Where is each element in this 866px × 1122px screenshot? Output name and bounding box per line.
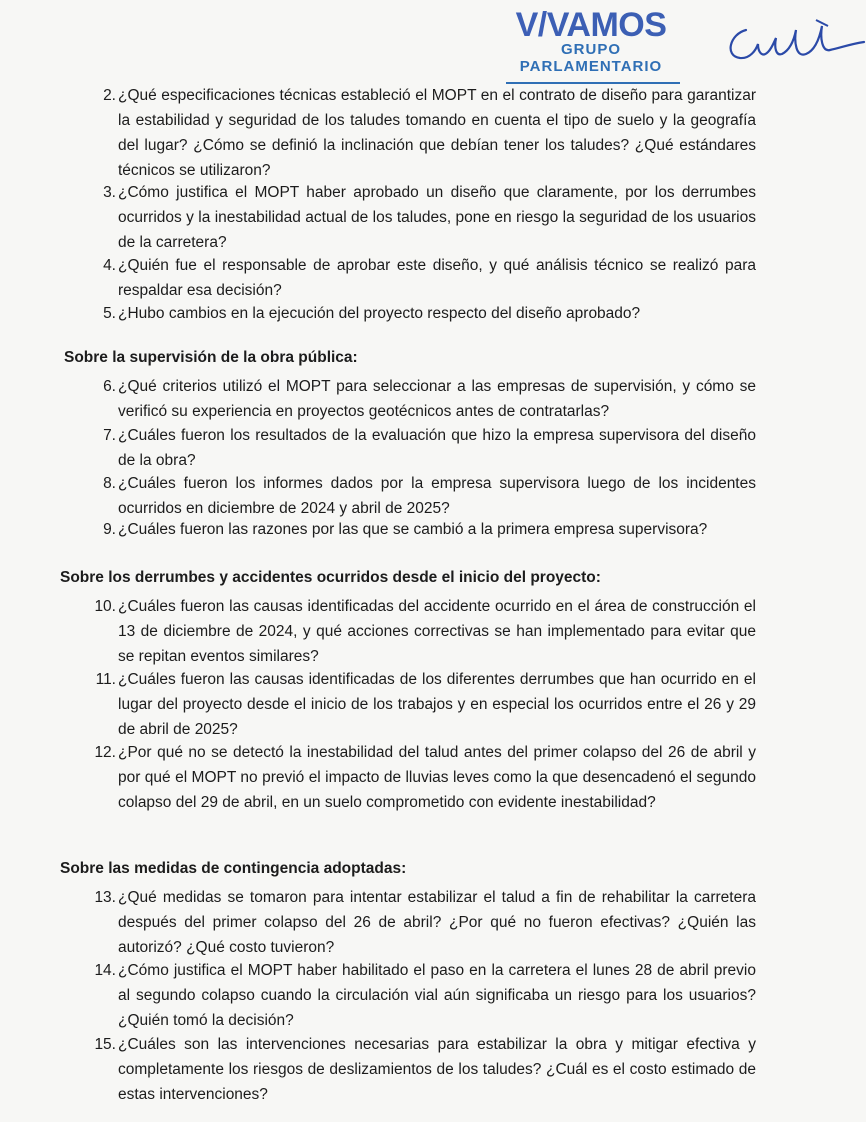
question-text: ¿Cuáles son las intervenciones necesarias para estabilizar la obra y mitigar efectiva y completamente los riesgos de deslizamientos de los taludes? ¿Cuál es el costo estimado de estas intervenciones?: [118, 1036, 756, 1103]
question-item: [80, 740, 756, 840]
question-text: ¿Cómo justifica el MOPT haber aprobado un diseño que claramente, por los derrumbes ocurridos y la inestabilidad actual de los taludes, pone en riesgo la seguridad de los usuarios de la carretera?: [118, 184, 756, 251]
question-text: ¿Cuáles fueron las causas identificadas del accidente ocurrido en el área de construcción el 13 de diciembre de 2024, y qué acciones correctivas se han implementado para evitar que se repitan eventos similares?: [118, 598, 756, 665]
question-number: 5.: [103, 305, 116, 322]
question-text: ¿Cómo justifica el MOPT haber habilitado el paso en la carretera el lunes 28 de abril previo al segundo colapso cuando la circulación vial aún significaba un riesgo para los usuarios? ¿Quién tomó la decisión?: [118, 962, 756, 1029]
question-number: 3.: [103, 184, 116, 201]
logo-subtitle-2: PARLAMENTARIO: [519, 58, 663, 75]
question-item: [80, 1032, 756, 1107]
question-number: 7.: [103, 427, 116, 444]
question-number: 13.: [94, 889, 116, 906]
question-item: [80, 253, 756, 303]
question-text: ¿Quién fue el responsable de aprobar este diseño, y qué análisis técnico se realizó para respaldar esa decisión?: [118, 257, 756, 299]
party-logo: [496, 8, 686, 86]
question-text: ¿Cuáles fueron las causas identificadas de los diferentes derrumbes que han ocurrido en el lugar del proyecto desde el inicio de los trabajos y en especial los ocurridos entre el 26 y 29 de abril de 2025?: [118, 671, 756, 738]
question-item: [80, 958, 756, 1033]
question-item: [80, 667, 756, 742]
question-number: 9.: [103, 521, 116, 538]
question-item: [80, 594, 756, 669]
question-text: ¿Por qué no se detectó la inestabilidad del talud antes del primer colapso del 26 de abril y por qué el MOPT no previó el impacto de lluvias leves como la que desencadenó el segundo colapso del 29 de abril, en un suelo comprometido con evidente inestabilidad?: [118, 744, 756, 811]
question-number: 8.: [103, 475, 116, 492]
question-item: [80, 517, 756, 542]
question-item: [80, 374, 756, 424]
handwritten-signature: [716, 12, 866, 72]
question-item: [80, 885, 756, 960]
question-item: [80, 471, 756, 521]
section-heading-derrumbes: Sobre los derrumbes y accidentes ocurridos desde el inicio del proyecto:: [60, 569, 601, 586]
section-heading-contingencia: Sobre las medidas de contingencia adoptadas:: [60, 860, 407, 877]
question-item: [80, 301, 756, 326]
section-heading-supervision: Sobre la supervisión de la obra pública:: [64, 349, 358, 366]
question-number: 2.: [103, 87, 116, 104]
question-number: 11.: [95, 671, 116, 688]
question-text: ¿Qué criterios utilizó el MOPT para seleccionar a las empresas de supervisión, y cómo se verificó su experiencia en proyectos geotécnicos antes de contratarlas?: [118, 378, 756, 420]
question-item: [80, 423, 756, 473]
logo-subtitle-1: GRUPO: [560, 41, 621, 58]
question-text: ¿Cuáles fueron los informes dados por la empresa supervisora luego de los incidentes ocurridos en diciembre de 2024 y abril de 2025?: [118, 475, 756, 517]
logo-wordmark: V/VAMOS: [515, 6, 667, 44]
question-text: ¿Qué medidas se tomaron para intentar estabilizar el talud a fin de rehabilitar la carretera después del primer colapso del 26 de abril? ¿Por qué no fueron efectivas? ¿Quién las autorizó? ¿Qué costo tuvieron?: [118, 889, 756, 956]
question-text: ¿Hubo cambios en la ejecución del proyecto respecto del diseño aprobado?: [118, 305, 641, 322]
question-text: ¿Cuáles fueron los resultados de la evaluación que hizo la empresa supervisora del diseño de la obra?: [118, 427, 756, 469]
question-number: 6.: [103, 378, 116, 395]
question-item: [80, 180, 756, 255]
question-text: ¿Qué especificaciones técnicas estableció el MOPT en el contrato de diseño para garantizar la estabilidad y seguridad de los taludes tomando en cuenta el tipo de suelo y la geografía del lugar? ¿Cómo se definió la inclinación que debían tener los taludes? ¿Qué estándares técnicos se utilizaron?: [118, 87, 756, 179]
question-item: [80, 83, 756, 183]
question-number: 15.: [94, 1036, 116, 1053]
question-number: 10.: [94, 598, 116, 615]
question-number: 4.: [103, 257, 116, 274]
question-number: 14.: [94, 962, 116, 979]
question-number: 12.: [94, 744, 116, 761]
question-text: ¿Cuáles fueron las razones por las que se cambió a la primera empresa supervisora?: [118, 521, 708, 538]
